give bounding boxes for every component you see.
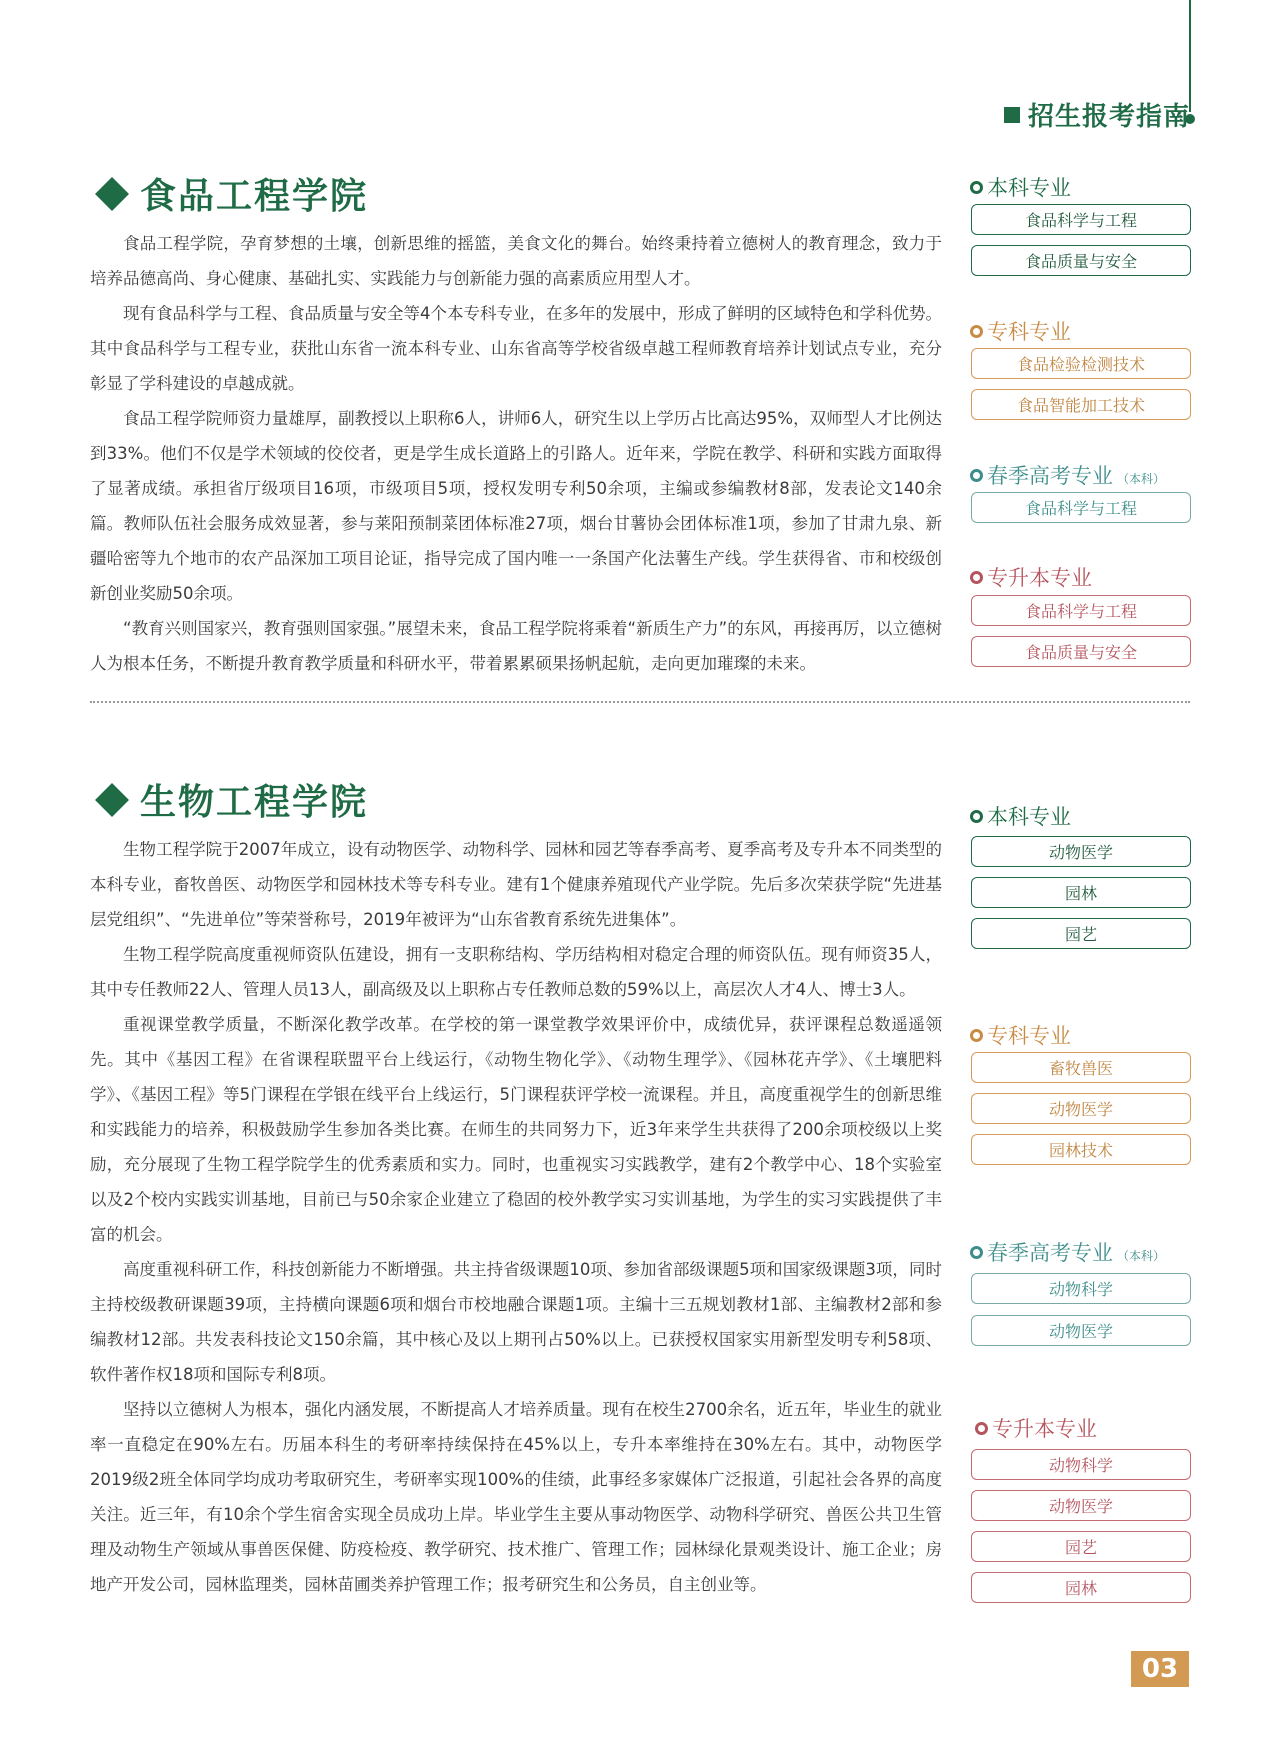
square-icon: [1004, 107, 1020, 123]
major-pill[interactable]: 动物医学: [971, 1315, 1191, 1346]
major-pill[interactable]: 食品科学与工程: [971, 204, 1191, 235]
paragraph: 生物工程学院于2007年成立，设有动物医学、动物科学、园林和园艺等春季高考、夏季高考及专升本不同类型的本科专业，畜牧兽医、动物医学和园林技术等专科专业。建有1个健康养殖现代产业学院。先后多次荣获学院“先进基层党组织”、“先进单位”等荣誉称号，2019年被评为“山东省教育系统先进集体”。: [90, 840, 942, 929]
diamond-icon: [95, 783, 129, 817]
circle-icon: [970, 1246, 983, 1259]
circle-icon: [975, 1422, 988, 1435]
paragraph: 现有食品科学与工程、食品质量与安全等4个本专科专业，在多年的发展中，形成了鲜明的区域特色和学科优势。其中食品科学与工程专业，获批山东省一流本科专业、山东省高等学校省级卓越工程师教育培养计划试点专业，充分彰显了学科建设的卓越成就。: [90, 304, 942, 393]
upgrade-label-food: 专升本专业: [970, 562, 1092, 592]
major-pill[interactable]: 动物科学: [971, 1273, 1191, 1304]
major-pill[interactable]: 动物医学: [971, 1093, 1191, 1124]
paragraph: “教育兴则国家兴，教育强则国家强。”展望未来，食品工程学院将乘着“新质生产力”的东风，再接再厉，以立德树人为根本任务，不断提升教育教学质量和科研水平，带着累累硕果扬帆起航，走向更加璀璨的未来。: [90, 619, 942, 673]
major-pill[interactable]: 园艺: [971, 918, 1191, 949]
major-pill[interactable]: 园林: [971, 1572, 1191, 1603]
undergrad-label-bio: 本科专业: [970, 801, 1071, 831]
diamond-icon: [95, 177, 129, 211]
circle-icon: [970, 1029, 983, 1042]
paragraph: 食品工程学院，孕育梦想的土壤，创新思维的摇篮，美食文化的舞台。始终秉持着立德树人的教育理念，致力于培养品德高尚、身心健康、基础扎实、实践能力与创新能力强的高素质应用型人才。: [90, 234, 942, 288]
spring-label-food: 春季高考专业 （本科）: [970, 460, 1165, 490]
section-title-food: [90, 168, 368, 219]
section-title-bio: [90, 774, 368, 825]
paragraph: 食品工程学院师资力量雄厚，副教授以上职称6人，讲师6人，研究生以上学历占比高达95%，双师型人才比例达到33%。他们不仅是学术领域的佼佼者，更是学生成长道路上的引路人。近年来，学院在教学、科研和实践方面取得了显著成绩。承担省厅级项目16项，市级项目5项，授权发明专利50余项，主编或参编教材8部，发表论文140余篇。教师队伍社会服务成效显著，参与莱阳预制菜团体标准27项，烟台甘薯协会团体标准1项，参加了甘肃九泉、新疆哈密等九个地市的农产品深加工项目论证，指导完成了国内唯一一条国产化法薯生产线。学生获得省、市和校级创新创业奖励50余项。: [90, 409, 942, 603]
section-title-text: 生物工程学院: [140, 782, 369, 823]
major-pill[interactable]: 食品智能加工技术: [971, 389, 1191, 420]
section-body-bio: [90, 832, 942, 1602]
paragraph: 坚持以立德树人为根本，强化内涵发展，不断提高人才培养质量。现有在校生2700余名，近五年，毕业生的就业率一直稳定在90%左右。历届本科生的考研率持续保持在45%以上，专升本率维持在30%左右。其中，动物医学2019级2班全体同学均成功考取研究生，考研率实现100%的佳绩，此事经多家媒体广泛报道，引起社会各界的高度关注。近三年，有10余个学生宿舍实现全员成功上岸。毕业学生主要从事动物医学、动物科学研究、兽医公共卫生管理及动物生产领域从事兽医保健、防疫检疫、教学研究、技术推广、管理工作；园林绿化景观类设计、施工企业；房地产开发公司，园林监理类，园林苗圃类养护管理工作；报考研究生和公务员，自主创业等。: [90, 1400, 942, 1594]
major-pill[interactable]: 食品质量与安全: [971, 245, 1191, 276]
major-pill[interactable]: 园艺: [971, 1531, 1191, 1562]
major-pill[interactable]: 动物医学: [971, 1490, 1191, 1521]
major-pill[interactable]: 动物科学: [971, 1449, 1191, 1480]
spring-label-bio: 春季高考专业 （本科）: [970, 1237, 1165, 1267]
paragraph: 生物工程学院高度重视师资队伍建设，拥有一支职称结构、学历结构相对稳定合理的师资队伍。现有师资35人，其中专任教师22人、管理人员13人，副高级及以上职称占专任教师总数的59%以上，高层次人才4人、博士3人。: [90, 945, 942, 999]
guide-title: 招生报考指南: [1028, 102, 1191, 132]
major-pill[interactable]: 动物医学: [971, 836, 1191, 867]
section-title-text: 食品工程学院: [140, 176, 369, 217]
circle-icon: [970, 181, 983, 194]
circle-icon: [970, 571, 983, 584]
major-pill[interactable]: 食品科学与工程: [971, 492, 1191, 523]
paragraph: 重视课堂教学质量，不断深化教学改革。在学校的第一课堂教学效果评价中，成绩优异，获评课程总数遥遥领先。其中《基因工程》在省课程联盟平台上线运行，《动物生物化学》、《动物生理学》、《园林花卉学》、《土壤肥料学》、《基因工程》等5门课程在学银在线平台上线运行，5门课程获评学校一流课程。并且，高度重视学生的创新思维和实践能力的培养，积极鼓励学生参加各类比赛。在师生的共同努力下，近3年来学生共获得了200余项校级以上奖励，充分展现了生物工程学院学生的优秀素质和实力。同时，也重视实习实践教学，建有2个教学中心、18个实验室以及2个校内实践实训基地，目前已与50余家企业建立了稳固的校外教学实习实训基地，为学生的实习实践提供了丰富的机会。: [90, 1015, 942, 1244]
circle-icon: [970, 325, 983, 338]
circle-icon: [970, 810, 983, 823]
major-pill[interactable]: 食品质量与安全: [971, 636, 1191, 667]
major-pill[interactable]: 食品检验检测技术: [971, 348, 1191, 379]
major-pill[interactable]: 园林: [971, 877, 1191, 908]
major-pill[interactable]: 园林技术: [971, 1134, 1191, 1165]
undergrad-label-food: 本科专业: [970, 172, 1071, 202]
page-number: 03: [1131, 1651, 1189, 1687]
circle-icon: [970, 469, 983, 482]
header-guide: [1004, 96, 1190, 133]
junior-label-food: 专科专业: [970, 316, 1071, 346]
section-body-food: [90, 226, 942, 681]
upgrade-label-bio: 专升本专业: [975, 1413, 1097, 1443]
section-divider: [90, 701, 1190, 703]
major-pill[interactable]: 畜牧兽医: [971, 1052, 1191, 1083]
major-pill[interactable]: 食品科学与工程: [971, 595, 1191, 626]
junior-label-bio: 专科专业: [970, 1020, 1071, 1050]
paragraph: 高度重视科研工作，科技创新能力不断增强。共主持省级课题10项、参加省部级课题5项和国家级课题3项，同时主持校级教研课题39项，主持横向课题6项和烟台市校地融合课题1项。主编十三五规划教材1部、主编教材2部和参编教材12部。共发表科技论文150余篇，其中核心及以上期刊占50%以上。已获授权国家实用新型发明专利58项、软件著作权18项和国际专利8项。: [90, 1260, 942, 1384]
